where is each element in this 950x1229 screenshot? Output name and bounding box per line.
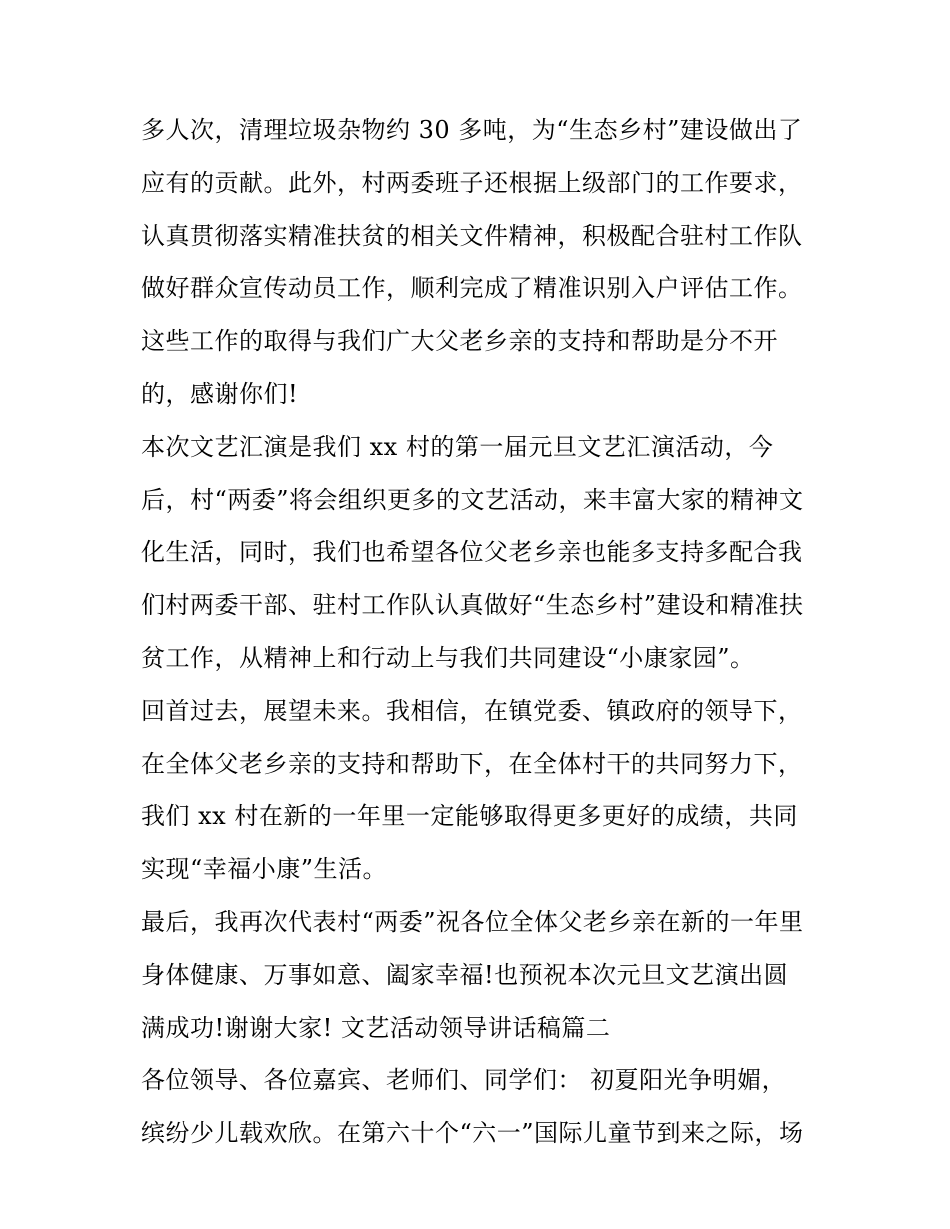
text-line: 多人次，清理垃圾杂物约 30 多吨，为“生态乡村”建设做出了 — [141, 116, 803, 144]
text-line: 的，感谢你们! — [141, 379, 299, 408]
text-line: 满成功!谢谢大家! 文艺活动领导讲话稿篇二 — [141, 1013, 611, 1042]
text-line: 实现“幸福小康”生活。 — [141, 855, 388, 884]
text-line: 后，村“两委”将会组织更多的文艺活动，来丰富大家的精神文 — [141, 485, 804, 514]
body-text — [141, 108, 821, 1164]
text-line: 化生活，同时，我们也希望各位父老乡亲也能多支持多配合我 — [141, 538, 803, 567]
text-line: 本次文艺汇演是我们 xx 村的第一届元旦文艺汇演活动，今 — [141, 432, 774, 461]
text-line: 贫工作，从精神上和行动上与我们共同建设“小康家园”。 — [141, 643, 755, 672]
text-line: 我们 xx 村在新的一年里一定能够取得更多更好的成绩，共同 — [141, 802, 798, 831]
text-line: 最后，我再次代表村“两委”祝各位全体父老乡亲在新的一年里 — [141, 907, 804, 936]
text-line: 们村两委干部、驻村工作队认真做好“生态乡村”建设和精准扶 — [141, 591, 804, 620]
text-line: 认真贯彻落实精准扶贫的相关文件精神，积极配合驻村工作队 — [141, 221, 803, 250]
text-line: 各位领导、各位嘉宾、老师们、同学们： 初夏阳光争明媚， — [141, 1066, 787, 1095]
text-line: 缤纷少儿载欢欣。在第六十个“六一”国际儿童节到来之际，场 — [141, 1119, 804, 1148]
text-line: 回首过去，展望未来。我相信，在镇党委、镇政府的领导下， — [141, 696, 803, 725]
text-line: 做好群众宣传动员工作，顺利完成了精准识别入户评估工作。 — [141, 274, 803, 303]
text-line: 应有的贡献。此外，村两委班子还根据上级部门的工作要求， — [141, 168, 803, 197]
text-line: 这些工作的取得与我们广大父老乡亲的支持和帮助是分不开 — [141, 327, 778, 356]
text-line: 身体健康、万事如意、阖家幸福!也预祝本次元旦文艺演出圆 — [141, 960, 789, 989]
text-line: 在全体父老乡亲的支持和帮助下，在全体村干的共同努力下， — [141, 749, 803, 778]
